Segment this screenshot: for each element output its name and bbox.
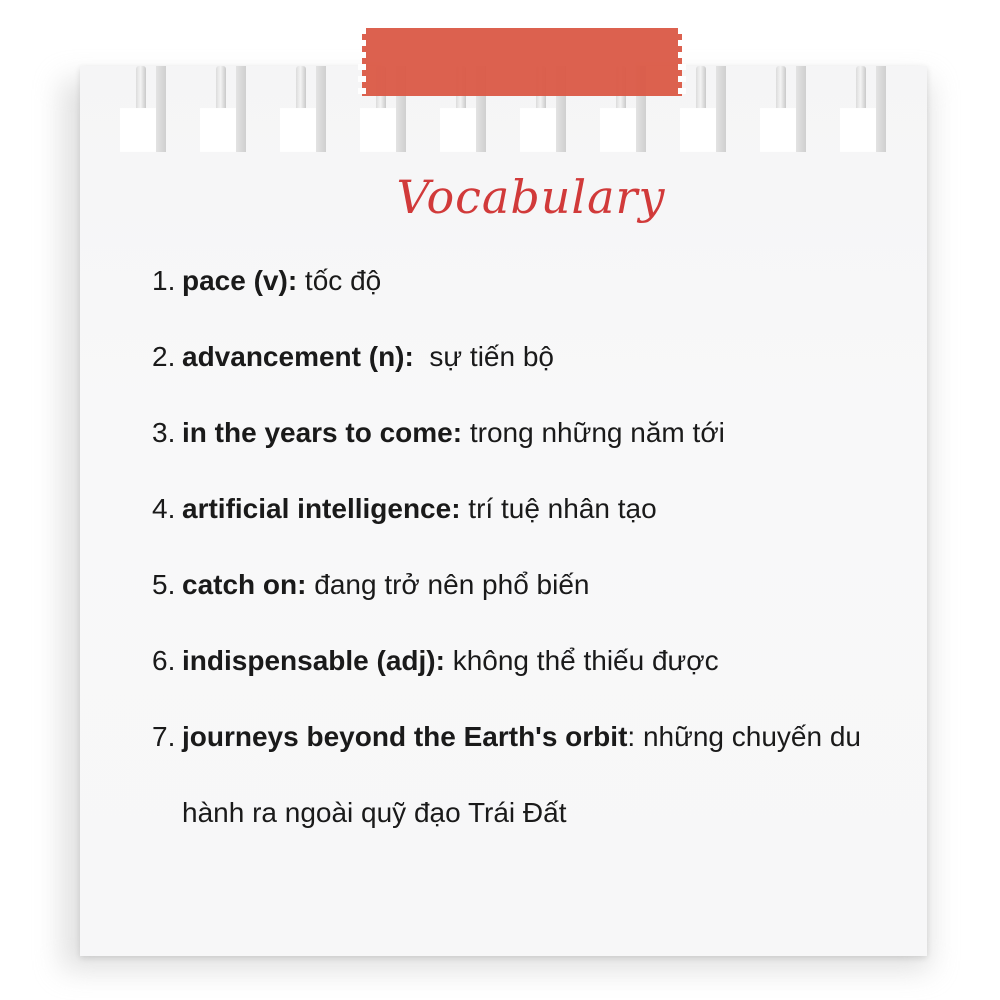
- item-number: 3.: [152, 417, 176, 448]
- list-item: [150, 490, 910, 528]
- item-number: 4.: [152, 493, 176, 524]
- item-number: 6.: [152, 645, 176, 676]
- spiral-ring: [120, 66, 166, 152]
- item-term: journeys beyond the Earth's orbit: [182, 721, 628, 752]
- page-title: Vocabulary: [396, 170, 666, 224]
- item-term: catch on:: [182, 569, 307, 600]
- list-item: [150, 414, 910, 452]
- item-number: 5.: [152, 569, 176, 600]
- item-meaning: trong những năm tới: [462, 417, 725, 448]
- list-item: [150, 699, 910, 851]
- item-number: 7.: [152, 721, 176, 752]
- list-item: [150, 338, 910, 376]
- tape-strip: [362, 28, 682, 96]
- item-term: artificial intelligence:: [182, 493, 461, 524]
- item-meaning: sự tiến bộ: [413, 341, 554, 372]
- item-term: in the years to come:: [182, 417, 463, 448]
- item-meaning: đang trở nên phổ biến: [306, 569, 590, 600]
- spiral-ring: [760, 66, 806, 152]
- spiral-ring: [680, 66, 726, 152]
- spiral-ring: [840, 66, 886, 152]
- item-term: advancement (n):: [182, 341, 414, 372]
- spiral-ring: [200, 66, 246, 152]
- spiral-ring: [280, 66, 326, 152]
- item-term: pace (v):: [182, 265, 298, 296]
- item-meaning: tốc độ: [297, 265, 382, 296]
- list-item: [150, 262, 910, 300]
- item-term: indispensable (adj):: [182, 645, 445, 676]
- list-item: [150, 566, 910, 604]
- item-meaning: : những chuyến du hành ra ngoài quỹ đạo Trái Đất: [182, 721, 861, 828]
- item-number: 1.: [152, 265, 176, 296]
- vocabulary-list: [150, 262, 910, 889]
- item-meaning: trí tuệ nhân tạo: [460, 493, 657, 524]
- item-meaning: không thể thiếu được: [444, 645, 719, 676]
- list-item: [150, 642, 910, 680]
- item-number: 2.: [152, 341, 176, 372]
